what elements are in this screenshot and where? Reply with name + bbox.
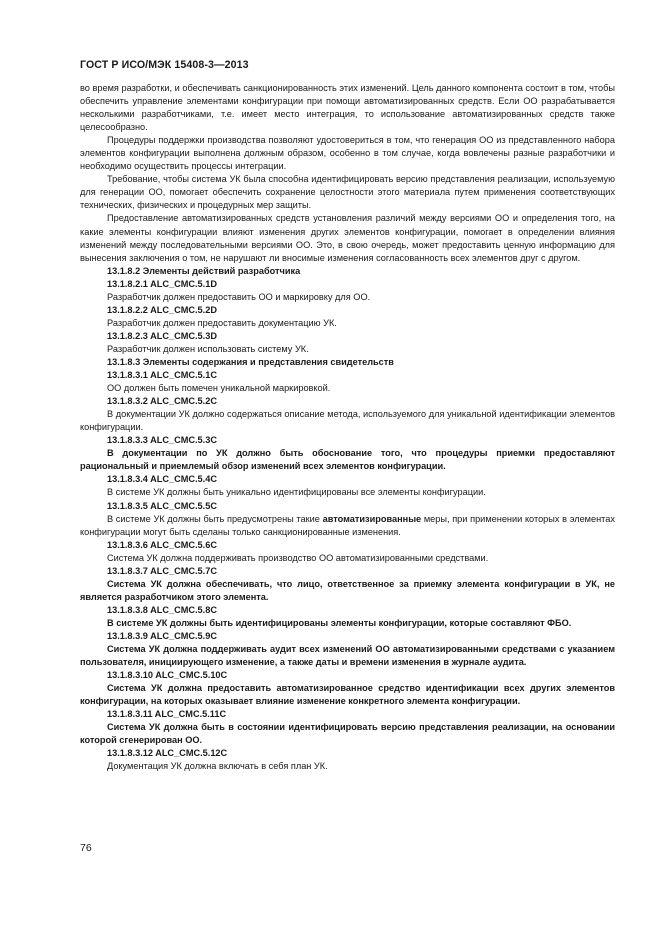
element-id: 13.1.8.3.6 ALC_CMC.5.6C (107, 539, 217, 550)
element-id: 13.1.8.2.1 ALC_CMC.5.1D (107, 278, 217, 289)
paragraph: во время разработки, и обеспечивать санкционированность этих изменений. Цель данного компонента состоит в том, чтобы обеспечить управление элементами конфигурации при помощи автоматизированных средств. Если ОО разрабатывается несколькими разработчиками, т.е. имеет место интеграция, то использование автоматизированных средств также целесообразно. (80, 83, 615, 133)
element-text: Система УК должна поддерживать производство ОО автоматизированными средствами. (107, 552, 489, 563)
document-header: ГОСТ Р ИСО/МЭК 15408-3—2013 (80, 59, 249, 71)
element-text (80, 513, 615, 539)
element-text-emphasis: автоматизированные (322, 513, 422, 524)
element-text: Документация УК должна включать в себя план УК. (107, 761, 328, 772)
element-text: В системе УК должны быть идентифицированы элементы конфигурации, которые составляют ФБО. (107, 617, 572, 628)
element-text: В системе УК должны быть уникально идентифицированы все элементы конфигурации. (107, 487, 486, 498)
element-text-part: В системе УК должны быть предусмотрены такие (107, 513, 323, 524)
element-text: Система УК должна быть в состоянии идентифицировать версию представления реализации, на основании которой сгенерирован ОО. (80, 722, 615, 746)
element-id: 13.1.8.3.8 ALC_CMC.5.8C (107, 604, 217, 615)
page-number: 76 (80, 842, 92, 854)
element-id: 13.1.8.3.7 ALC_CMC.5.7C (107, 565, 217, 576)
element-id: 13.1.8.3.4 ALC_CMC.5.4C (107, 474, 217, 485)
element-id: 13.1.8.3.5 ALC_CMC.5.5C (107, 500, 217, 511)
element-text: Система УК должна предоставить автоматизированное средство идентификации всех других элементов конфигурации, на которых оказывает влияние изменение конкретного элемента конфигурации. (80, 683, 615, 707)
paragraph: Требование, чтобы система УК была способна идентифицировать версию представления реализации, используемую для генерации ОО, помогает обеспечить сохранение целостности этого материала путем применения соответствующих технических, физических и процедурных мер защиты. (80, 174, 615, 211)
element-text: Разработчик должен предоставить документацию УК. (107, 317, 337, 328)
element-id: 13.1.8.3.3 ALC_CMC.5.3C (107, 435, 217, 446)
element-text: Система УК должна обеспечивать, что лицо, ответственное за приемку элемента конфигурации в УК, не является разработчиком этого элемента. (80, 578, 615, 602)
element-text: В документации УК должно содержаться описание метода, используемого для уникальной идентификации элементов конфигурации. (80, 409, 615, 433)
element-id: 13.1.8.3.1 ALC_CMC.5.1C (107, 370, 217, 381)
element-id: 13.1.8.3.12 ALC_CMC.5.12C (107, 748, 228, 759)
element-text: Система УК должна поддерживать аудит всех изменений ОО автоматизированными средствами с указанием пользователя, инициирующего изменение, а также даты и времени изменения в журнале аудита. (80, 644, 615, 668)
element-id: 13.1.8.3.9 ALC_CMC.5.9C (107, 630, 217, 641)
element-text: ОО должен быть помечен уникальной маркировкой. (107, 383, 331, 394)
paragraph: Процедуры поддержки производства позволяют удостовериться в том, что генерация ОО из представленного набора элементов конфигурации выполнена должным образом, особенно в том случае, когда вовлечены разные разработчики и необходимо осуществить процессы интеграции. (80, 135, 615, 172)
section-heading: 13.1.8.2 Элементы действий разработчика (107, 265, 301, 276)
element-id: 13.1.8.3.10 ALC_CMC.5.10C (107, 670, 228, 681)
section-heading: 13.1.8.3 Элементы содержания и представления свидетельств (107, 356, 394, 367)
element-text: Разработчик должен предоставить ОО и маркировку для ОО. (107, 291, 371, 302)
paragraph: Предоставление автоматизированных средств установления различий между версиями ОО и определения того, на какие элементы конфигурации влияют изменения других элементов конфигурации, помогает в определении влияния изменений между последовательными версиями ОО. Это, в свою очередь, может предоставить ценную информацию для вынесения заключения о том, не нарушают ли вносимые изменения согласованность всех элементов друг с другом. (80, 213, 615, 263)
element-text: В документации по УК должно быть обоснование того, что процедуры приемки предоставляют рациональный и приемлемый обзор изменений всех элементов конфигурации. (80, 448, 615, 472)
element-id: 13.1.8.3.2 ALC_CMC.5.2C (107, 396, 217, 407)
element-text-part: меры, при применении которых в элементах конфигурации могут быть сделаны только санкционированные изменения. (80, 513, 615, 537)
element-id: 13.1.8.2.2 ALC_CMC.5.2D (107, 304, 217, 315)
document-body (80, 82, 615, 773)
element-id: 13.1.8.3.11 ALC_CMC.5.11C (107, 709, 227, 720)
element-text: Разработчик должен использовать систему УК. (107, 343, 309, 354)
element-id: 13.1.8.2.3 ALC_CMC.5.3D (107, 330, 217, 341)
